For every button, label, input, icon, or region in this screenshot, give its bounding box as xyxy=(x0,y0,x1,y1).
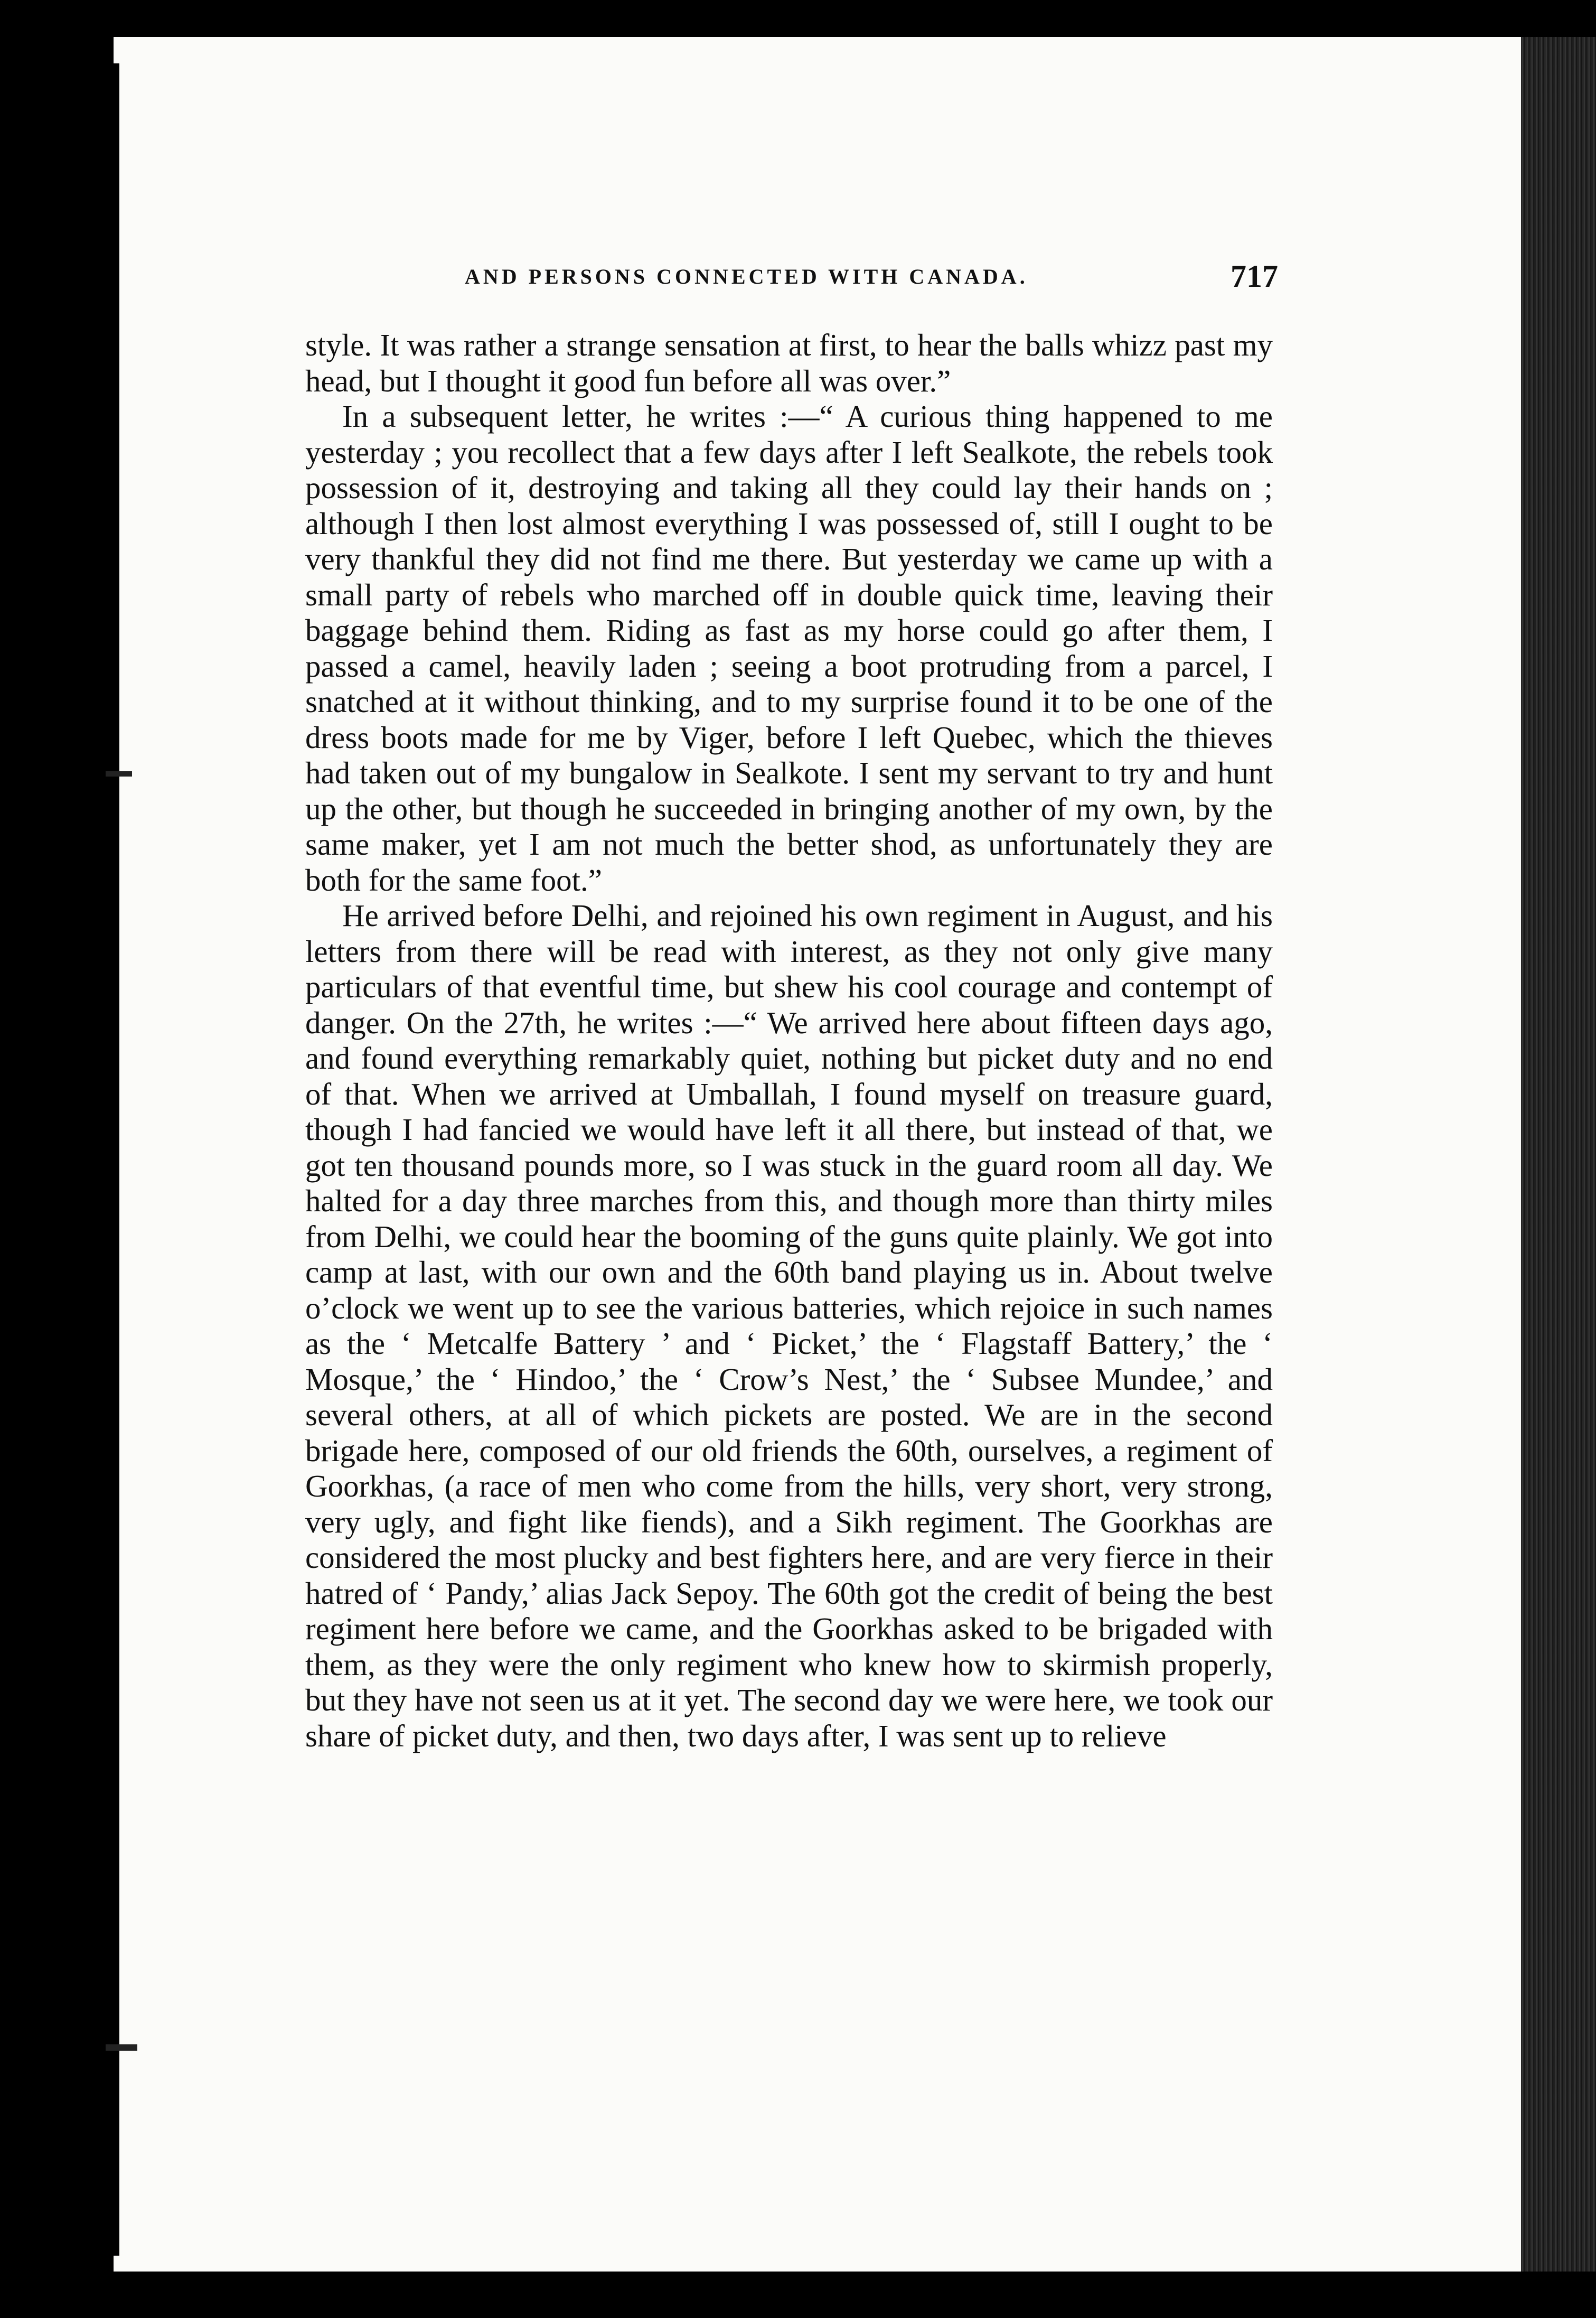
page-header xyxy=(465,258,1278,295)
paragraph-continuation: style. It was rather a strange sensation at first, to hear the balls whizz past my head, but I thought it good fun before all was over.” xyxy=(305,328,1273,398)
body-text xyxy=(305,328,1273,1754)
page-stack-edge xyxy=(1521,37,1596,2272)
running-head: AND PERSONS CONNECTED WITH CANADA. xyxy=(465,264,1028,288)
paragraph-subsequent-letter: In a subsequent letter, he writes :—“ A curious thing happened to me yesterday ; you recollect that a few days after I left Sealkote, the rebels took possession of it, destroying and taking all they could lay their hands on ; although I then lost almost everything I was possessed of, still I ought to be very thankful they did not find me there. But yesterday we came up with a small party of rebels who marched off in double quick time, leaving their baggage behind them. Riding as fast as my horse could go after them, I passed a camel, heavily laden ; seeing a boot protruding from a parcel, I snatched at it without thinking, and to my surprise found it to be one of the dress boots made for me by Viger, before I left Quebec, which the thieves had taken out of my bungalow in Sealkote. I sent my servant to try and hunt up the other, but though he succeeded in bringing another of my own, by the same maker, yet I am not much the better shod, as unfortunately they are both for the same foot.” xyxy=(305,399,1273,898)
paragraph-delhi: He arrived before Delhi, and rejoined his own regiment in August, and his letters from there will be read with interest, as they not only give many particulars of that eventful time, but shew his cool courage and contempt of danger. On the 27th, he writes :—“ We arrived here about fifteen days ago, and found everything remarkably quiet, nothing but picket duty and no end of that. When we arrived at Umballah, I found myself on treasure guard, though I had fancied we would have left it all there, but instead of that, we got ten thousand pounds more, so I was stuck in the guard room all day. We halted for a day three marches from this, and though more than thirty miles from Delhi, we could hear the booming of the guns quite plainly. We got into camp at last, with our own and the 60th band playing us in. About twelve o’clock we went up to see the various batteries, which rejoice in such names as the ‘ Metcalfe Battery ’ and ‘ Picket,’ the ‘ Flagstaff Battery,’ the ‘ Mosque,’ the ‘ Hindoo,’ the ‘ Crow’s Nest,’ the ‘ Subsee Mundee,’ and several others, at all of which pickets are posted. We are in the second brigade here, composed of our old friends the 60th, ourselves, a regiment of Goorkhas, (a race of men who come from the hills, very short, very strong, very ugly, and fight like fiends), and a Sikh regiment. The Goorkhas are considered the most plucky and best fighters here, and are very fierce in their hatred of ‘ Pandy,’ alias Jack Sepoy. The 60th got the credit of being the best regiment here before we came, and the Goorkhas asked to be brigaded with them, as they were the only regiment who knew how to skirmish properly, but they have not seen us at it yet. The second day we were here, we took our share of picket duty, and then, two days after, I was sent up to relieve xyxy=(305,898,1273,1753)
binding-edge xyxy=(110,63,119,2256)
page-number: 717 xyxy=(1231,258,1278,294)
binding-notch-mark xyxy=(106,771,132,777)
binding-notch-mark xyxy=(106,2044,137,2051)
